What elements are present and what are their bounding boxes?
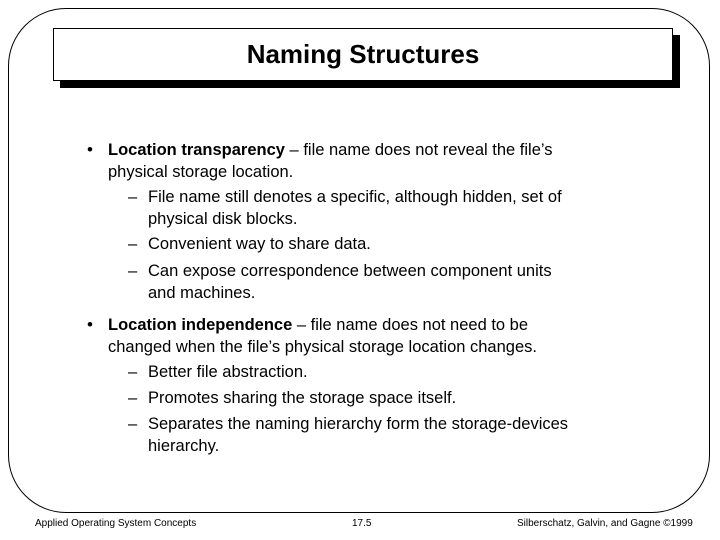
sub-2-1-line-1: Better file abstraction. (148, 363, 308, 381)
sub-1-3-dash: – (128, 262, 138, 280)
footer-right: Silberschatz, Galvin, and Gagne ©1999 (517, 518, 693, 529)
sub-1-1-line-1: File name still denotes a specific, although hidden, set of (148, 188, 562, 206)
sub-2-2-dash: – (128, 389, 138, 407)
footer-page-number: 17.5 (352, 518, 372, 529)
sub-2-3-dash: – (128, 415, 138, 433)
bullet-1-marker: • (87, 140, 93, 159)
bullet-2-term: Location independence (108, 316, 293, 334)
title-box (53, 28, 673, 81)
bullet-1-line-1 (108, 140, 553, 161)
sub-1-3-line-2: and machines. (148, 284, 256, 302)
sub-2-1-dash: – (128, 363, 138, 381)
sub-1-3-line-1: Can expose correspondence between component units (148, 262, 552, 280)
sub-1-2-dash: – (128, 235, 138, 253)
bullet-2-line-2: changed when the file’s physical storage location changes. (108, 338, 537, 356)
footer-left: Applied Operating System Concepts (35, 518, 197, 529)
sub-1-1-dash: – (128, 188, 138, 206)
sub-2-3-line-1: Separates the naming hierarchy form the storage-devices (148, 415, 569, 433)
slide-title: Naming Structures (246, 39, 480, 69)
bullet-1-text-1: – file name does not reveal the file’s (284, 141, 553, 159)
bullet-2-marker: • (87, 315, 93, 334)
bullet-1-line-2: physical storage location. (108, 163, 294, 181)
sub-1-2-line-1: Convenient way to share data. (148, 235, 371, 253)
sub-2-3-line-2: hierarchy. (148, 437, 220, 455)
bullet-1-term: Location transparency (108, 141, 285, 159)
bullet-2-text-1: – file name does not need to be (292, 316, 529, 334)
bullet-2-line-1 (108, 315, 528, 336)
sub-2-2-line-1: Promotes sharing the storage space itself. (148, 389, 457, 407)
sub-1-1-line-2: physical disk blocks. (148, 210, 298, 228)
